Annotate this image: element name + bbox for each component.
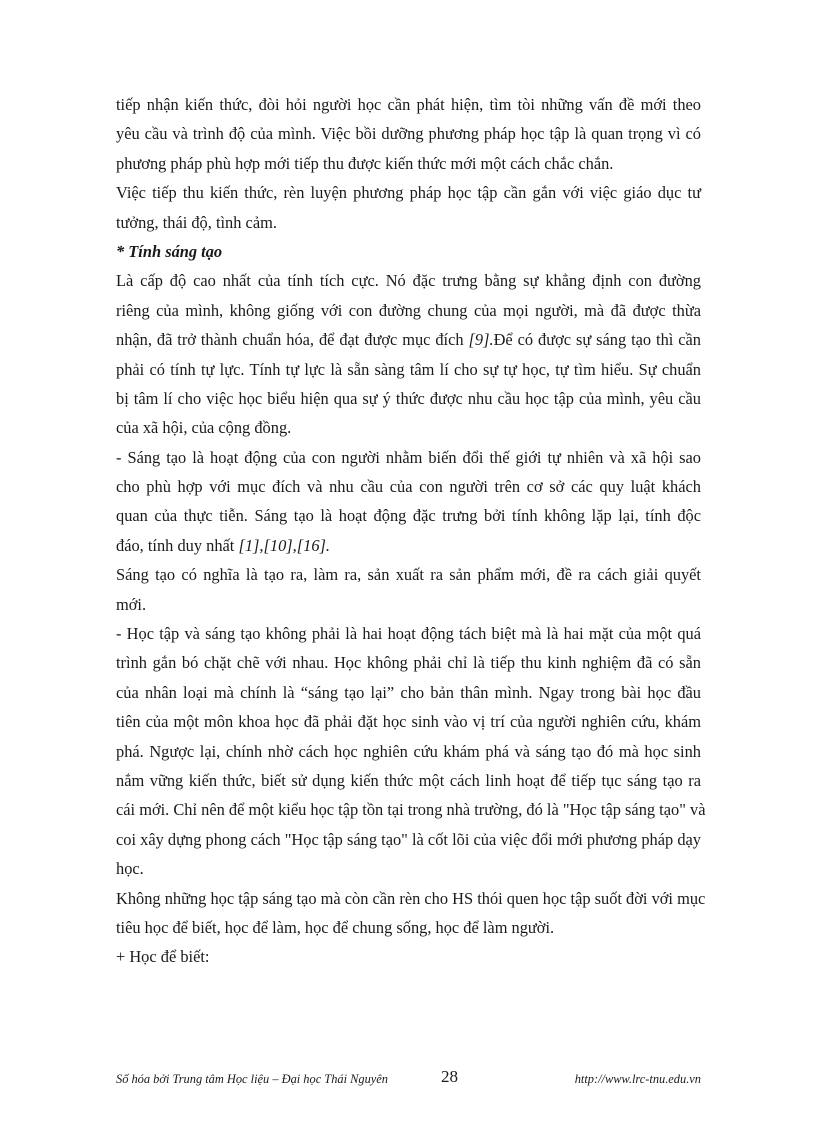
citation: [9].: [468, 330, 494, 350]
text-line: trình gắn bó chặt chẽ với nhau. Học không phải chỉ là tiếp thu kinh nghiệm đã có sẵn: [116, 653, 701, 673]
text-line: tiếp nhận kiến thức, đòi hỏi người học cần phát hiện, tìm tòi những vấn đề mới theo: [116, 95, 701, 114]
text-line: của xã hội, của cộng đồng.: [116, 418, 292, 438]
section-heading: * Tính sáng tạo: [116, 241, 223, 261]
text-segment: Để có được sự sáng tạo thì cần: [493, 330, 702, 350]
text-segment: nhận, đã trở thành chuẩn hóa, để đạt được mục đích: [116, 330, 469, 350]
text-line: học.: [116, 859, 144, 879]
document-body: [116, 90, 706, 972]
page-footer: [116, 1067, 701, 1094]
text-line: cho phù hợp với mục đích và nhu cầu của con người trên cơ sở các quy luật khách: [116, 477, 701, 497]
text-line: Là cấp độ cao nhất của tính tích cực. Nó đặc trưng bằng sự khẳng định con đường: [116, 271, 701, 291]
footer-url: http://www.lrc-tnu.edu.vn: [574, 1072, 701, 1086]
text-line: yêu cầu và trình độ của mình. Việc bồi dưỡng phương pháp học tập là quan trọng vì có: [116, 124, 701, 144]
text-line: - Sáng tạo là hoạt động của con người nhằm biến đổi thế giới tự nhiên và xã hội sao: [116, 447, 701, 467]
text-line: phải có tính tự lực. Tính tự lực là sẵn sàng tâm lí cho sự tự học, tự tìm hiểu. Sự chuẩn: [116, 359, 701, 379]
text-line: bị tâm lí cho việc học biểu hiện qua sự ý thức được nhu cầu học tập của mình, yêu cầu: [116, 388, 701, 408]
text-line: của nhân loại mà chính là “sáng tạo lại” cho bản thân mình. Ngay trong bài học đầu: [116, 682, 701, 702]
text-line: tưởng, thái độ, tình cảm.: [116, 212, 277, 232]
page-number: 28: [441, 1067, 458, 1086]
text-line: coi xây dựng phong cách "Học tập sáng tạo" là cốt lõi của việc đổi mới phương pháp dạy: [116, 829, 701, 849]
text-line: Không những học tập sáng tạo mà còn cần rèn cho HS thói quen học tập suốt đời với mục: [116, 888, 706, 908]
footer-source: Số hóa bởi Trung tâm Học liệu – Đại học Thái Nguyên: [116, 1072, 388, 1086]
text-line: mới.: [116, 594, 147, 614]
text-line: Việc tiếp thu kiến thức, rèn luyện phương pháp học tập cần gắn với việc giáo dục tư: [116, 183, 701, 203]
text-line-with-citation: [116, 531, 701, 560]
text-line: cái mới. Chỉ nên để một kiểu học tập tồn tại trong nhà trường, đó là "Học tập sáng tạo" và: [116, 800, 706, 820]
text-line: + Học để biết:: [116, 947, 210, 967]
text-line: tiên của một môn khoa học đã phải đặt học sinh vào vị trí của người nghiên cứu, khám: [116, 712, 701, 732]
text-line: quan của thực tiễn. Sáng tạo là hoạt động đặc trưng bởi tính không lặp lại, tính độc: [116, 506, 701, 526]
text-line: phương pháp phù hợp mới tiếp thu được kiến thức mới một cách chắc chắn.: [116, 153, 614, 173]
text-line: - Học tập và sáng tạo không phải là hai hoạt động tách biệt mà là hai mặt của một quá: [116, 624, 701, 644]
text-line: tiêu học để biết, học để làm, học để chung sống, học để làm người.: [116, 917, 555, 937]
text-line: phá. Ngược lại, chính nhờ cách học nghiên cứu khám phá và sáng tạo đó mà học sinh: [116, 741, 701, 761]
text-line: riêng của mình, không giống với con đường chung của mọi người, mà đã được thừa: [116, 300, 701, 320]
text-line-with-citation: [116, 325, 701, 354]
citation: [1],[10],[16].: [238, 535, 331, 555]
text-line: Sáng tạo có nghĩa là tạo ra, làm ra, sản xuất ra sản phẩm mới, đề ra cách giải quyết: [116, 565, 701, 585]
text-segment: đáo, tính duy nhất: [116, 535, 239, 555]
text-line: nắm vững kiến thức, biết sử dụng kiến thức một cách linh hoạt để tiếp tục sáng tạo ra: [116, 770, 701, 790]
